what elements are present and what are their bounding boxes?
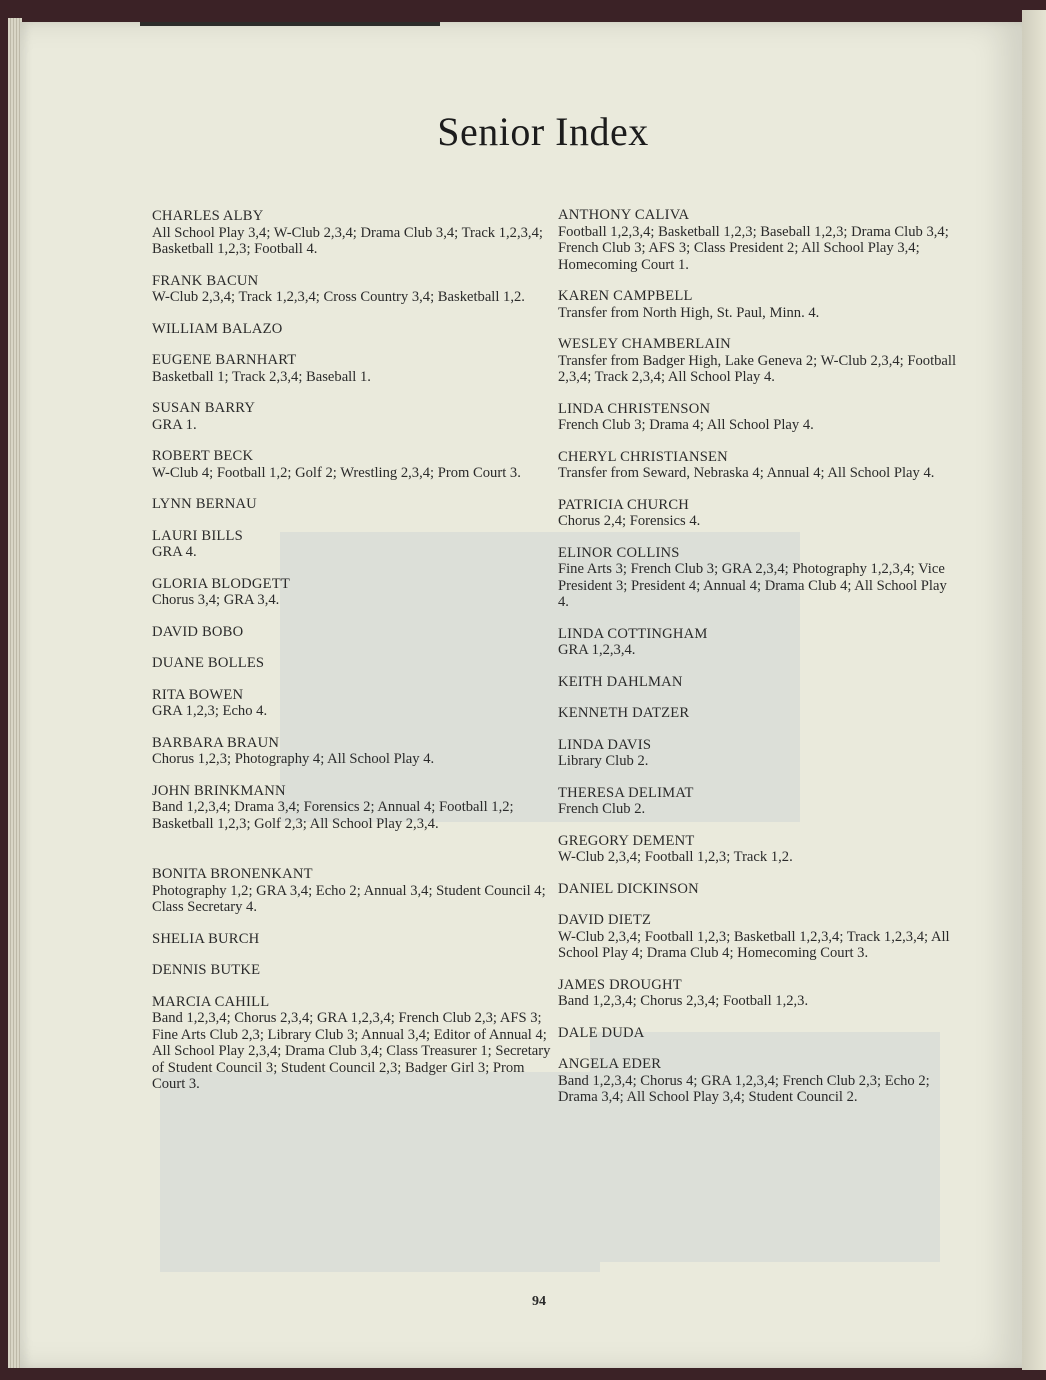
student-name: ANTHONY CALIVA (558, 207, 690, 223)
student-activities: W-Club 2,3,4; Track 1,2,3,4; Cross Country 3,4; Basketball 1,2. (152, 289, 525, 305)
student-name: DAVID BOBO (152, 623, 244, 640)
student-name: DENNIS BUTKE (152, 962, 261, 978)
student-name: FRANK BACUN (152, 272, 259, 289)
student-name: GREGORY DEMENT (558, 832, 695, 849)
index-entry (152, 321, 552, 338)
student-name: KAREN CAMPBELL (558, 288, 693, 304)
index-entry (152, 448, 552, 481)
index-entry (558, 674, 958, 691)
index-entry (152, 962, 552, 979)
student-activities: French Club 2. (558, 801, 646, 817)
student-name: BARBARA BRAUN (152, 734, 280, 751)
student-name: BONITA BRONENKANT (152, 866, 313, 882)
index-entry (558, 626, 958, 659)
student-activities: Chorus 3,4; GRA 3,4. (152, 592, 280, 608)
student-activities: Transfer from Seward, Nebraska 4; Annual 4; All School Play 4. (558, 465, 935, 481)
student-activities: GRA 1. (152, 416, 197, 433)
index-entry (558, 977, 958, 1010)
student-activities: Basketball 1; Track 2,3,4; Baseball 1. (152, 368, 371, 385)
index-entry (558, 1056, 958, 1106)
student-name: WILLIAM BALAZO (152, 320, 283, 337)
student-name: CHARLES ALBY (152, 208, 264, 224)
student-activities: W-Club 4; Football 1,2; Golf 2; Wrestling 2,3,4; Prom Court 3. (152, 464, 521, 481)
student-name: RITA BOWEN (152, 686, 244, 703)
student-activities: Chorus 1,2,3; Photography 4; All School Play 4. (152, 751, 435, 767)
student-name: MARCIA CAHILL (152, 993, 270, 1010)
student-name: SUSAN BARRY (152, 400, 256, 416)
student-activities: Band 1,2,3,4; Chorus 4; GRA 1,2,3,4; French Club 2,3; Echo 2; Drama 3,4; All School Play 3,4; Student Council 2. (558, 1072, 930, 1105)
student-name: JAMES DROUGHT (558, 976, 682, 993)
index-entry (558, 336, 958, 386)
student-activities: GRA 1,2,3,4. (558, 642, 636, 658)
student-activities: Chorus 2,4; Forensics 4. (558, 513, 701, 529)
student-name: LAURI BILLS (152, 527, 243, 544)
page-number: 94 (532, 1294, 546, 1309)
student-name: ROBERT BECK (152, 448, 254, 464)
student-name: LINDA COTTINGHAM (558, 625, 708, 642)
student-name: PATRICIA CHURCH (558, 496, 690, 513)
left-index-column (152, 208, 552, 1108)
index-entry (558, 705, 958, 722)
index-entry (152, 496, 552, 513)
index-entry (558, 912, 958, 962)
index-entry (152, 273, 552, 306)
student-activities: All School Play 3,4; W-Club 2,3,4; Drama Club 3,4; Track 1,2,3,4; Basketball 1,2,3; Football 4. (152, 224, 543, 257)
index-entry (152, 783, 552, 833)
index-entry (558, 449, 958, 482)
index-entry (152, 576, 552, 609)
student-activities: Band 1,2,3,4; Chorus 2,3,4; Football 1,2,3. (558, 993, 809, 1009)
index-entry (152, 931, 552, 948)
student-activities: GRA 1,2,3; Echo 4. (152, 703, 268, 719)
student-name: LINDA CHRISTENSON (558, 400, 711, 417)
index-entry (558, 207, 958, 273)
index-entry (152, 400, 552, 433)
student-name: LINDA DAVIS (558, 736, 652, 753)
index-entry (152, 687, 552, 720)
index-entry (558, 288, 958, 321)
student-activities: Football 1,2,3,4; Basketball 1,2,3; Baseball 1,2,3; Drama Club 3,4; French Club 3; AFS 3; Class President 2; All School Play 3,4; Homecoming Court 1. (558, 223, 949, 273)
index-entry (558, 545, 958, 611)
student-name: DANIEL DICKINSON (558, 880, 699, 897)
student-activities: W-Club 2,3,4; Football 1,2,3; Basketball 1,2,3,4; Track 1,2,3,4; All School Play 4; Drama Club 4; Homecoming Court 3. (558, 928, 950, 961)
index-entry (558, 497, 958, 530)
student-name: THERESA DELIMAT (558, 784, 694, 801)
student-name: DALE DUDA (558, 1024, 645, 1041)
index-entry (558, 881, 958, 898)
index-entry (152, 624, 552, 641)
student-name: ELINOR COLLINS (558, 544, 680, 561)
student-activities: Band 1,2,3,4; Drama 3,4; Forensics 2; Annual 4; Football 1,2; Basketball 1,2,3; Golf 2,3; All School Play 2,3,4. (152, 799, 514, 832)
student-name: ANGELA EDER (558, 1056, 662, 1072)
student-activities: Band 1,2,3,4; Chorus 2,3,4; GRA 1,2,3,4; French Club 2,3; AFS 3; Fine Arts Club 2,3; Library Club 3; Annual 3,4; Editor of Annual 4; All School Play 2,3,4; Drama Club 3,4; Class Treasurer 1; Secretary of Student Council 3; Student Council 2,3; Badger Girl 3; Prom Court 3. (152, 1010, 551, 1092)
index-entry (152, 866, 552, 916)
student-activities: Transfer from North High, St. Paul, Minn. 4. (558, 304, 820, 321)
index-entry (152, 994, 552, 1093)
student-name: JOHN BRINKMANN (152, 782, 286, 799)
student-activities: Fine Arts 3; French Club 3; GRA 2,3,4; Photography 1,2,3,4; Vice President 3; President 4; Annual 4; Drama Club 4; All School Play 4. (558, 561, 947, 610)
student-activities: Library Club 2. (558, 753, 649, 769)
index-entry (558, 737, 958, 770)
index-entry (558, 785, 958, 818)
top-rule (140, 22, 440, 26)
student-name: DUANE BOLLES (152, 655, 265, 671)
index-entry (152, 352, 552, 385)
student-name: GLORIA BLODGETT (152, 575, 290, 592)
student-activities: W-Club 2,3,4; Football 1,2,3; Track 1,2. (558, 849, 793, 865)
index-entry (152, 735, 552, 768)
student-activities: Transfer from Badger High, Lake Geneva 2; W-Club 2,3,4; Football 2,3,4; Track 2,3,4; All School Play 4. (558, 352, 957, 385)
student-name: CHERYL CHRISTIANSEN (558, 448, 728, 465)
student-name: KEITH DAHLMAN (558, 673, 683, 690)
student-name: EUGENE BARNHART (152, 352, 297, 368)
index-entry (152, 655, 552, 672)
student-activities: French Club 3; Drama 4; All School Play 4. (558, 417, 814, 433)
index-entry (558, 401, 958, 434)
index-entry (152, 528, 552, 561)
page-title: Senior Index (437, 109, 649, 154)
right-index-column (558, 207, 958, 1121)
student-name: LYNN BERNAU (152, 496, 257, 512)
student-name: SHELIA BURCH (152, 930, 260, 947)
facing-page-edge (1022, 10, 1046, 1370)
student-activities: GRA 4. (152, 544, 197, 560)
student-activities: Photography 1,2; GRA 3,4; Echo 2; Annual 3,4; Student Council 4; Class Secretary 4. (152, 882, 546, 915)
index-entry (558, 833, 958, 866)
student-name: WESLEY CHAMBERLAIN (558, 336, 731, 352)
student-name: KENNETH DATZER (558, 705, 690, 721)
student-name: DAVID DIETZ (558, 912, 652, 928)
index-entry (152, 208, 552, 258)
index-entry (558, 1025, 958, 1042)
